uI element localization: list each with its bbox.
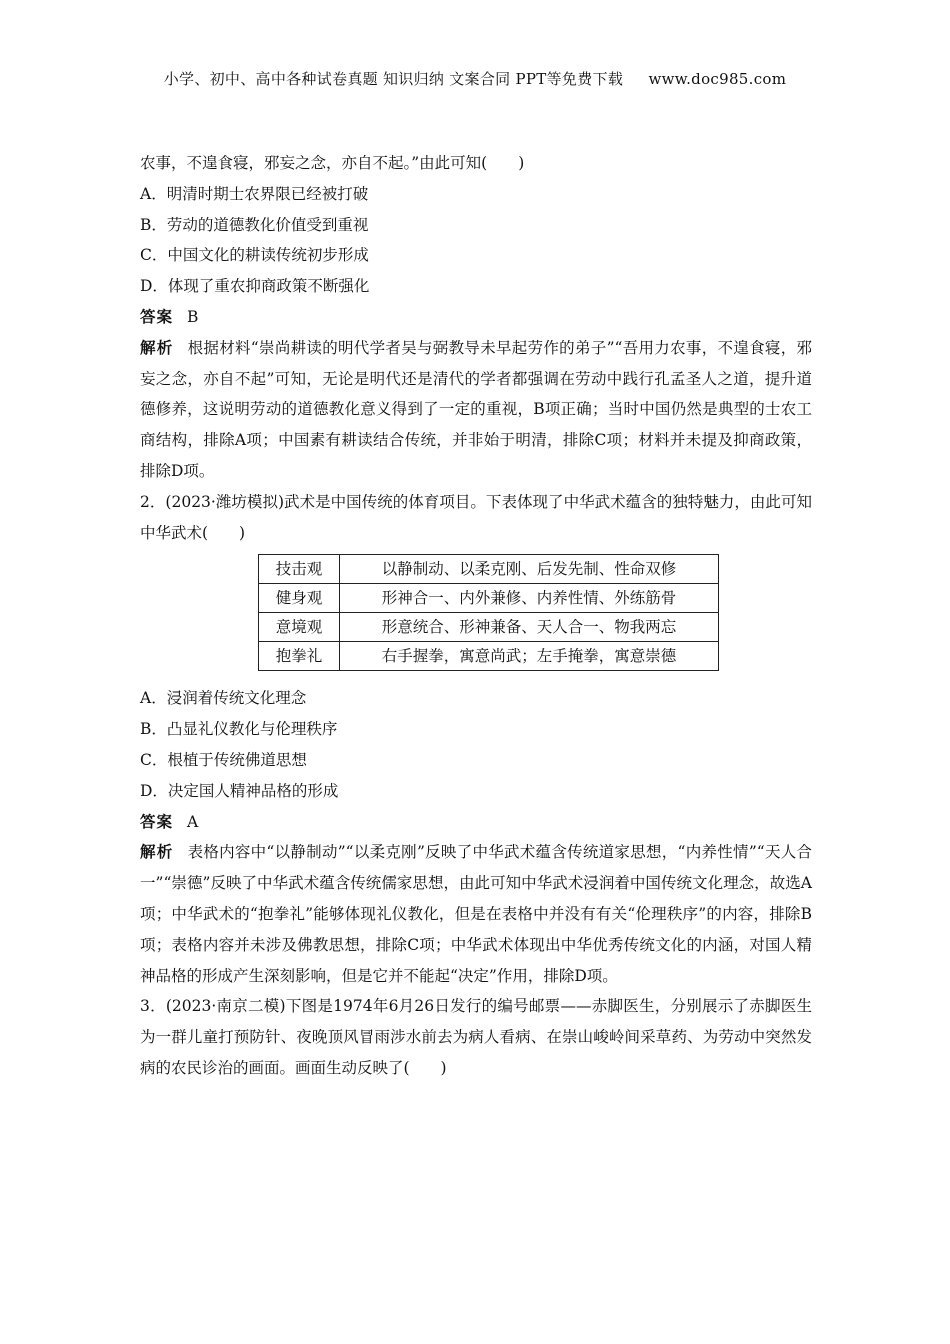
q2-option-c: C．根植于传统佛道思想 <box>140 750 307 769</box>
table-cell-key: 意境观 <box>259 613 340 642</box>
q1-option-c: C．中国文化的耕读传统初步形成 <box>140 246 369 265</box>
table-cell-key: 技击观 <box>259 555 340 584</box>
table-cell-value: 右手握拳，寓意尚武；左手掩拳，寓意崇德 <box>340 642 719 671</box>
q1-answer-label: 答案 <box>140 306 174 326</box>
q2-stem: 2．(2023·潍坊模拟)武术是中国传统的体育项目。下表体现了中华武术蕴含的独特魅力，由此可知中华武术( ) <box>140 492 812 542</box>
q2-analysis-label: 解析 <box>140 842 174 862</box>
table-cell-key: 健身观 <box>259 584 340 613</box>
q2-option-b: B．凸显礼仪教化与伦理秩序 <box>140 720 338 739</box>
table-cell-value: 形意统合、形神兼备、天人合一、物我两忘 <box>340 613 719 642</box>
q1-analysis-label: 解析 <box>140 337 174 357</box>
q1-stem-tail: 农事，不遑食寝，邪妄之念，亦自不起。”由此可知( ) <box>140 154 525 172</box>
q2-answer-value: A <box>187 812 199 831</box>
q3-stem: 3．(2023·南京二模)下图是1974年6月26日发行的编号邮票——赤脚医生，分别展示了赤脚医生为一群儿童打预防针、夜晚顶风冒雨涉水前去为病人看病、在崇山峻岭间采草药、为劳动中突然发病的农民诊治的画面。画面生动反映了( ) <box>140 997 812 1077</box>
q1-option-b: B．劳动的道德教化价值受到重视 <box>140 215 369 234</box>
table-cell-value: 以静制动、以柔克刚、后发先制、性命双修 <box>340 555 719 584</box>
table-row <box>259 555 719 584</box>
table-row <box>259 642 719 671</box>
document-body <box>140 148 812 1084</box>
q1-answer <box>140 302 812 333</box>
table-row <box>259 584 719 613</box>
page-header <box>0 68 950 89</box>
q2-table <box>258 554 719 671</box>
header-url[interactable]: www.doc985.com <box>648 70 787 88</box>
q2-answer <box>140 807 812 838</box>
header-text: 小学、初中、高中各种试卷真题 知识归纳 文案合同 PPT等免费下载 <box>163 70 624 88</box>
q1-option-d: D．体现了重农抑商政策不断强化 <box>140 277 370 296</box>
q2-analysis-text: 表格内容中“以静制动”“以柔克刚”反映了中华武术蕴含传统道家思想，“内养性情”“天人合一”“崇德”反映了中华武术蕴含传统儒家思想，由此可知中华武术浸润着中国传统文化理念，故选A项；中华武术的“抱拳礼”能够体现礼仪教化，但是在表格中并没有有关“伦理秩序”的内容，排除B项；表格内容并未涉及佛教思想，排除C项；中华武术体现出中华优秀传统文化的内涵，对国人精神品格的形成产生深刻影响，但是它并不能起“决定”作用，排除D项。 <box>140 843 812 985</box>
table-cell-key: 抱拳礼 <box>259 642 340 671</box>
q2-answer-label: 答案 <box>140 811 174 831</box>
q1-analysis <box>140 333 812 487</box>
table-cell-value: 形神合一、内外兼修、内养性情、外练筋骨 <box>340 584 719 613</box>
q2-option-d: D．决定国人精神品格的形成 <box>140 781 339 800</box>
q1-analysis-text: 根据材料“崇尚耕读的明代学者吴与弼教导未早起劳作的弟子”“吾用力农事，不遑食寝，邪妄之念，亦自不起”可知，无论是明代还是清代的学者都强调在劳动中践行孔孟圣人之道，提升道德修养，这说明劳动的道德教化意义得到了一定的重视，B项正确；当时中国仍然是典型的士农工商结构，排除A项；中国素有耕读结合传统，并非始于明清，排除C项；材料并未提及抑商政策，排除D项。 <box>140 338 812 480</box>
q2-option-a: A．浸润着传统文化理念 <box>140 689 307 708</box>
table-row <box>259 613 719 642</box>
q1-answer-value: B <box>187 307 199 326</box>
q2-analysis <box>140 837 812 991</box>
q1-option-a: A．明清时期士农界限已经被打破 <box>140 184 369 203</box>
